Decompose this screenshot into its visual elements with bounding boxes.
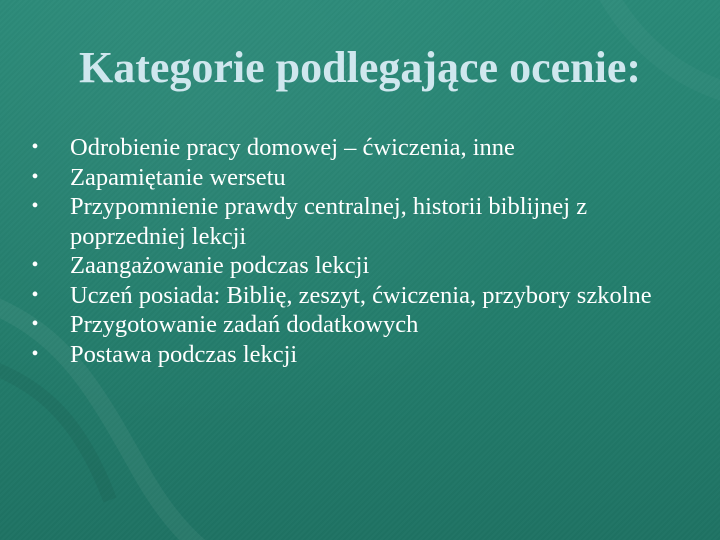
bullet-icon: • — [31, 254, 39, 276]
list-item — [28, 133, 688, 163]
list-item — [28, 163, 688, 193]
list-item-text: Przypomnienie prawdy centralnej, historii biblijnej z poprzedniej lekcji — [70, 193, 588, 250]
list-item-text: Uczeń posiada: Biblię, zeszyt, ćwiczenia, przybory szkolne — [70, 281, 652, 309]
bullet-icon: • — [31, 165, 39, 188]
list-item-text: Zapamiętanie wersetu — [70, 163, 286, 191]
bullet-icon: • — [31, 195, 39, 217]
list-item-text: Postawa podczas lekcji — [70, 340, 298, 368]
bullet-icon: • — [31, 283, 39, 306]
list-item — [28, 310, 688, 340]
bullet-icon: • — [31, 342, 39, 365]
slide-title: Kategorie podlegające ocenie: — [78, 43, 642, 92]
list-item — [28, 251, 688, 281]
bullet-icon: • — [31, 313, 39, 335]
list-item — [28, 340, 688, 370]
list-item — [28, 281, 688, 311]
bullet-list — [28, 133, 688, 369]
list-item-text: Odrobienie pracy domowej – ćwiczenia, inne — [70, 134, 515, 161]
list-item-text: Przygotowanie zadań dodatkowych — [70, 311, 419, 338]
bullet-icon: • — [31, 136, 39, 158]
list-item — [28, 192, 688, 251]
list-item-text: Zaangażowanie podczas lekcji — [70, 252, 370, 279]
